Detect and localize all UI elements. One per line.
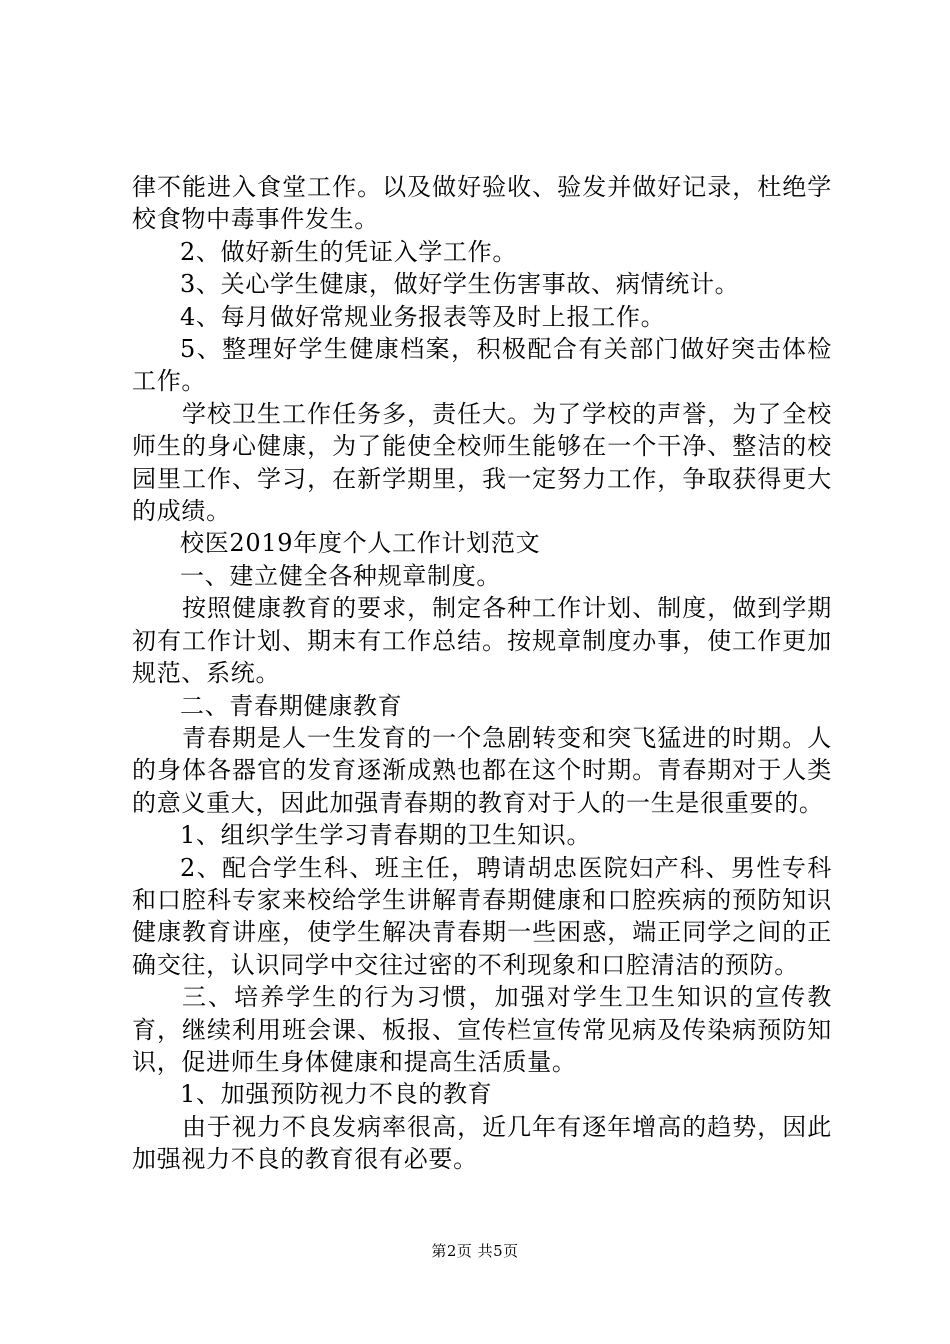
- list-item: 2、配合学生科、班主任，聘请胡忠医院妇产科、男性专科和口腔科专家来校给学生讲解青春期健康和口腔疾病的预防知识健康教育讲座，使学生解决青春期一些困惑，端正同学之间的正确交往，认识同学中交往过密的不利现象和口腔清洁的预防。: [132, 853, 832, 979]
- section-heading: 三、培养学生的行为习惯，加强对学生卫生知识的宣传教育，继续利用班会课、板报、宣传栏宣传常见病及传染病预防知识，促进师生身体健康和提高生活质量。: [132, 983, 832, 1076]
- list-item: 4、每月做好常规业务报表等及时上报工作。: [180, 302, 666, 331]
- paragraph: 由于视力不良发病率很高，近几年有逐年增高的趋势，因此加强视力不良的教育很有必要。: [132, 1112, 832, 1174]
- section-heading: 二、青春期健康教育: [180, 691, 403, 720]
- list-item: 1、组织学生学习青春期的卫生知识。: [180, 821, 592, 850]
- paragraph: 按照健康教育的要求，制定各种工作计划、制度，做到学期初有工作计划、期末有工作总结。按规章制度办事，使工作更加规范、系统。: [132, 594, 832, 688]
- page-footer: 第2页 共5页: [431, 1242, 519, 1260]
- list-item: 5、整理好学生健康档案，积极配合有关部门做好突击体检工作。: [132, 335, 832, 396]
- list-item: 2、做好新生的凭证入学工作。: [180, 237, 518, 266]
- paragraph: 学校卫生工作任务多，责任大。为了学校的声誉，为了全校师生的身心健康，为了能使全校师生能够在一个干净、整洁的校园里工作、学习，在新学期里，我一定努力工作，争取获得更大的成绩。: [132, 399, 832, 526]
- list-item: 3、关心学生健康，做好学生伤害事故、病情统计。: [180, 270, 740, 299]
- section-heading: 一、建立健全各种规章制度。: [180, 561, 502, 590]
- document-body: [132, 171, 832, 1176]
- section-title: 校医2019年度个人工作计划范文: [180, 529, 541, 558]
- paragraph: 律不能进入食堂工作。以及做好验收、验发并做好记录，杜绝学校食物中毒事件发生。: [132, 173, 832, 234]
- paragraph: 青春期是人一生发育的一个急剧转变和突飞猛进的时期。人的身体各器官的发育逐渐成熟也都在这个时期。青春期对于人类的意义重大，因此加强青春期的教育对于人的一生是很重要的。: [132, 723, 832, 817]
- list-item: 1、加强预防视力不良的教育: [180, 1080, 493, 1109]
